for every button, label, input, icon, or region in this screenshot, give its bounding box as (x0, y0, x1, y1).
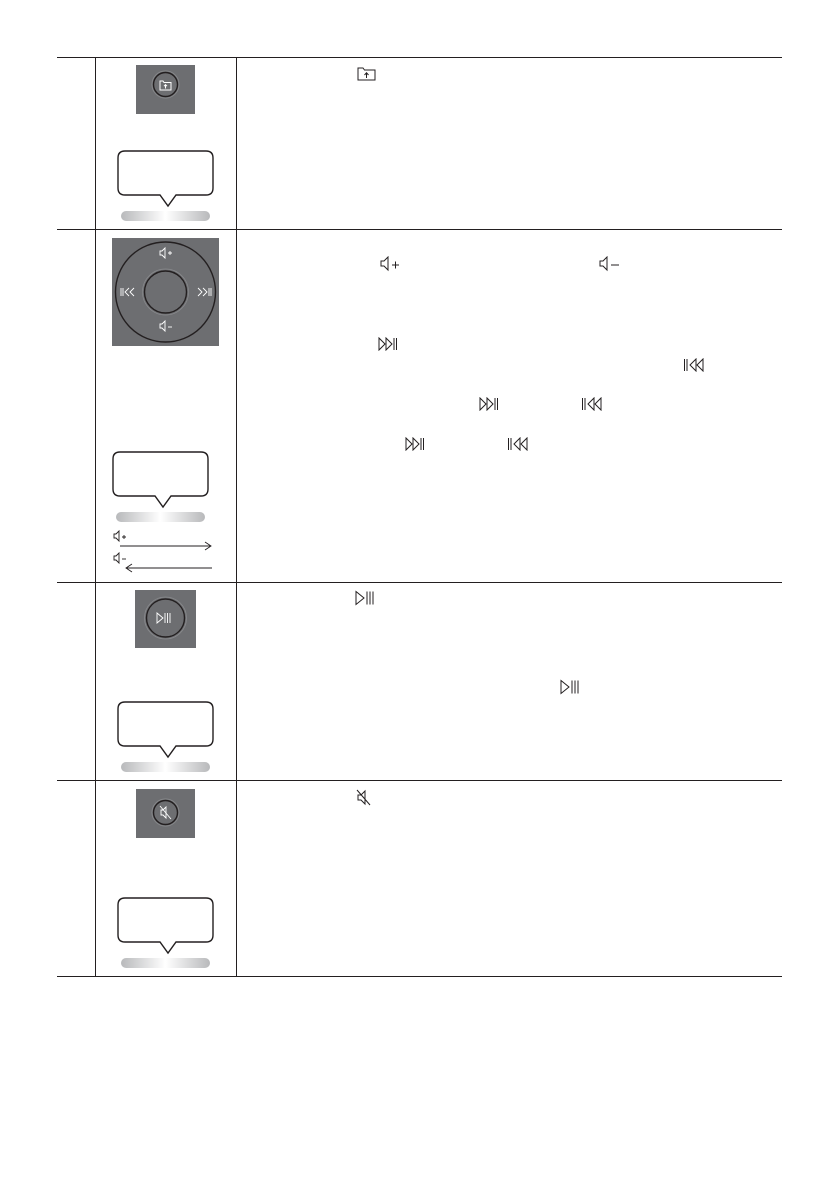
table-top-border (57, 57, 782, 58)
row-divider (57, 780, 782, 781)
column-divider (95, 57, 96, 977)
previous-track-icon (683, 358, 707, 372)
display-bubble (110, 451, 210, 525)
previous-track-icon (581, 397, 605, 411)
remote-mute-button (136, 789, 195, 838)
next-track-icon (479, 397, 503, 411)
column-divider (236, 57, 237, 977)
display-bubble (115, 897, 215, 971)
row-divider (57, 582, 782, 583)
previous-track-icon (507, 437, 531, 451)
volume-up-icon (379, 256, 403, 272)
volume-down-icon (598, 256, 622, 272)
table-bottom-border (57, 976, 782, 977)
display-bubble (115, 150, 215, 224)
next-track-icon (378, 337, 402, 351)
volume-up-icon (114, 531, 126, 541)
remote-play-pause-button (135, 590, 196, 648)
next-track-icon (405, 437, 429, 451)
remote-navigation-ring (112, 238, 219, 346)
remote-source-button (136, 65, 195, 114)
display-bubble (115, 701, 215, 775)
play-pause-icon (560, 679, 584, 695)
play-pause-icon (355, 590, 379, 606)
volume-down-icon (114, 553, 126, 563)
volume-arrow-legend (112, 529, 216, 573)
row-divider (57, 229, 782, 230)
source-folder-icon (357, 66, 377, 82)
mute-icon (356, 789, 376, 807)
